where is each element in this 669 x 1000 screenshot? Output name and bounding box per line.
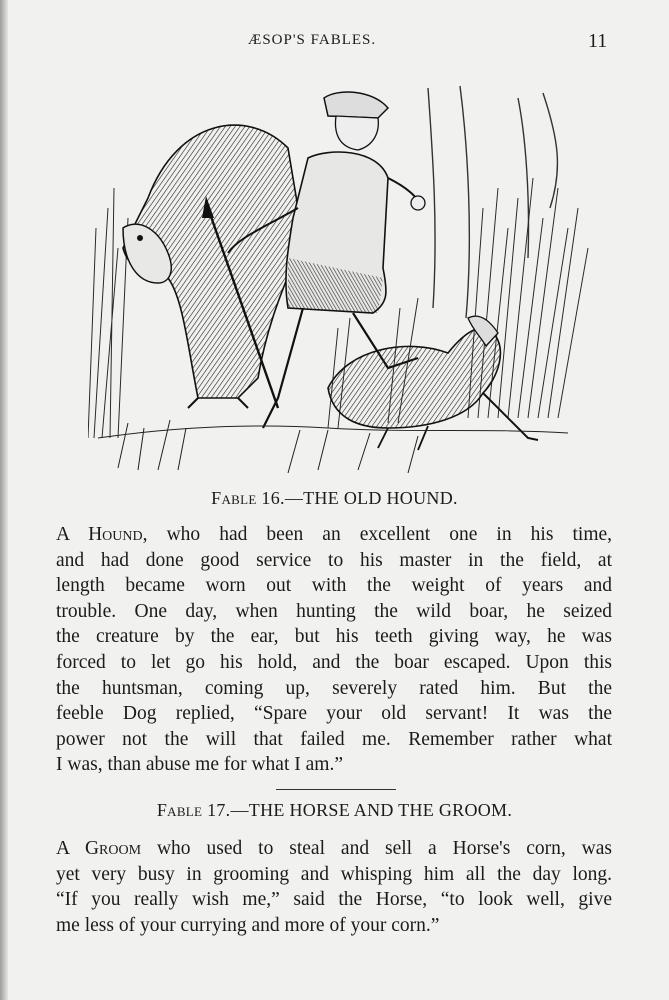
fable-16-line-1-text: who had been an excellent one in his time, <box>166 524 613 545</box>
fable-16-line-7: the huntsman, coming up, severely rated him. But the <box>56 677 612 699</box>
fable-16-body <box>56 522 612 778</box>
fable-16-line-2: and had done good service to his master in the field, at <box>56 549 612 571</box>
fable-16-line-5: the creature by the ear, but his teeth giving way, he was <box>56 626 612 648</box>
fable-17-heading: —THE HORSE AND THE GROOM. <box>230 800 513 820</box>
fable-17-first-word: A Groom <box>56 838 142 859</box>
ground-grass <box>98 420 568 473</box>
fable-16-line-9: power not the will that failed me. Remember rather what <box>56 728 612 750</box>
fable-16-title <box>0 488 669 509</box>
fable-16-label: Fable 16. <box>211 488 285 508</box>
running-title: ÆSOP'S FABLES. <box>248 32 377 48</box>
fable-17-label: Fable 17. <box>156 800 231 820</box>
fable-17-line-1-text: who used to steal and sell a Horse's corn, was <box>156 838 612 859</box>
hound <box>328 316 538 450</box>
fable-17-body <box>56 836 612 938</box>
fable-17-title <box>0 800 669 821</box>
illustration-huntsman-horse-hound <box>88 78 592 478</box>
fable-17-line-4: me less of your currying and more of your corn.” <box>56 914 440 936</box>
horse <box>123 125 303 408</box>
running-head <box>0 30 669 54</box>
fable-16-heading: —THE OLD HOUND. <box>284 488 458 508</box>
fable-16-line-6: forced to let go his hold, and the boar escaped. Upon this <box>56 651 612 673</box>
fable-16-line-8: feeble Dog replied, “Spare your old servant! It was the <box>56 703 612 725</box>
fable-16-line-3: length became worn out with the weight of years and <box>56 575 612 597</box>
fable-17-line-3: “If you really wish me,” said the Horse, “to look well, give <box>56 889 612 911</box>
page-number: 11 <box>588 30 608 52</box>
fable-16-line-1 <box>56 522 612 548</box>
fable-17-line-1 <box>56 836 612 862</box>
fable-16-line-10: I was, than abuse me for what I am.” <box>56 754 343 776</box>
fable-16-first-word: A Hound, <box>56 524 148 545</box>
tree-trunks <box>428 86 557 318</box>
fable-16-line-4: trouble. One day, when hunting the wild boar, he seized <box>56 600 612 622</box>
section-divider <box>276 789 396 790</box>
fable-17-line-2: yet very busy in grooming and whisping him all the day long. <box>56 863 612 885</box>
